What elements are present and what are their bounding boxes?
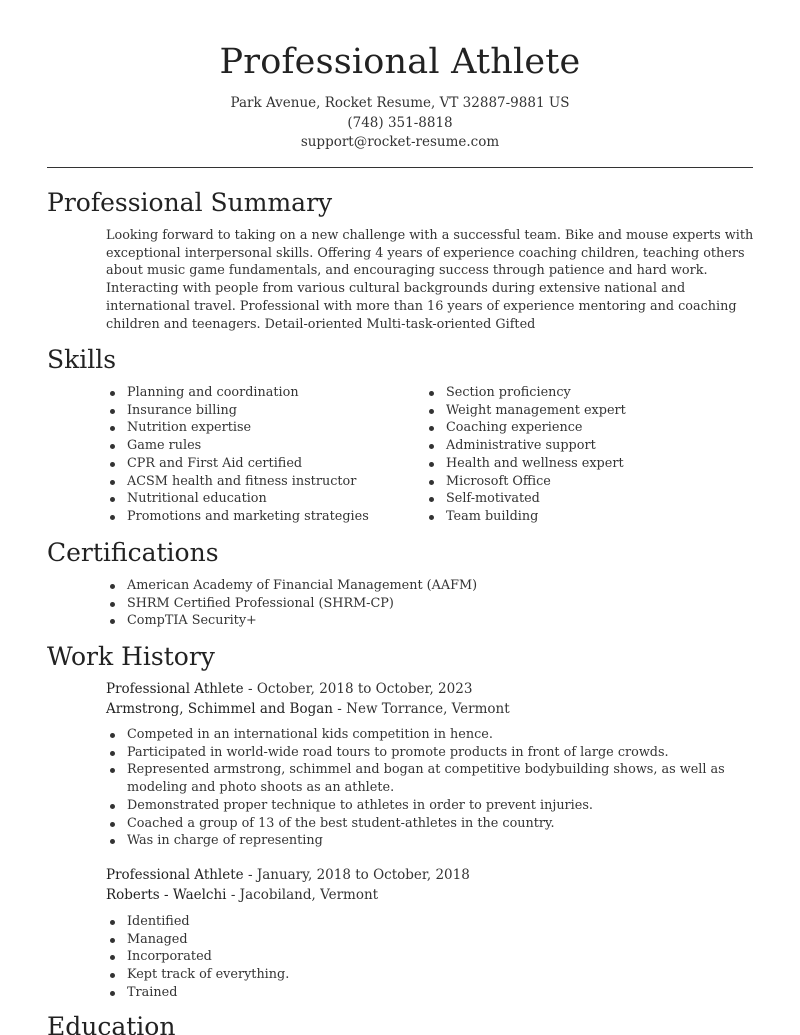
job-dates: January, 2018 to October, 2018: [256, 867, 470, 883]
job-title: Professional Athlete: [106, 867, 244, 883]
job-title-line: [106, 866, 470, 885]
skill-item: Coaching experience: [425, 419, 745, 437]
section-title-summary: Professional Summary: [47, 188, 333, 217]
job-bullet: Demonstrated proper technique to athletes in order to prevent injuries.: [106, 797, 756, 815]
section-title-certifications: Certifications: [47, 538, 219, 567]
job-location: New Torrance, Vermont: [346, 701, 510, 717]
job-company-line: [106, 886, 378, 905]
skill-item: Team building: [425, 508, 745, 526]
skill-item: Nutritional education: [106, 490, 416, 508]
certification-item: SHRM Certified Professional (SHRM-CP): [106, 595, 746, 613]
job-bullet: Identified: [106, 913, 756, 931]
skill-item: Self-motivated: [425, 490, 745, 508]
job-separator: -: [337, 701, 342, 717]
job-bullet: Incorporated: [106, 948, 756, 966]
job-bullet: Participated in world-wide road tours to promote products in front of large crowds.: [106, 744, 756, 762]
candidate-name: Professional Athlete: [219, 42, 581, 82]
skill-item: Weight management expert: [425, 402, 745, 420]
section-title-education: Education: [47, 1012, 176, 1035]
job-separator: -: [230, 887, 236, 903]
section-title-skills: Skills: [47, 345, 117, 374]
job-separator: -: [247, 681, 253, 697]
skill-item: Planning and coordination: [106, 384, 416, 402]
header-divider: [47, 167, 753, 168]
job-bullet: Was in charge of representing: [106, 832, 756, 850]
job-bullet: Trained: [106, 984, 756, 1002]
contact-phone: (748) 351-8818: [347, 114, 453, 131]
skill-item: CPR and First Aid certified: [106, 455, 416, 473]
job-bullets: [106, 913, 756, 1002]
skill-item: Nutrition expertise: [106, 419, 416, 437]
skills-list-left: [106, 384, 416, 526]
certifications-list: [106, 577, 746, 630]
job-bullet: Coached a group of 13 of the best student-athletes in the country.: [106, 815, 756, 833]
skill-item: Section proficiency: [425, 384, 745, 402]
skill-item: Game rules: [106, 437, 416, 455]
certification-item: CompTIA Security+: [106, 612, 746, 630]
job-title-line: [106, 680, 472, 699]
job-separator: -: [247, 867, 253, 883]
job-bullet: Kept track of everything.: [106, 966, 756, 984]
skill-item: Administrative support: [425, 437, 745, 455]
job-company: Armstrong, Schimmel and Bogan: [106, 701, 333, 717]
contact-email: support@rocket-resume.com: [300, 134, 500, 150]
skill-item: Microsoft Office: [425, 473, 745, 491]
skill-item: Insurance billing: [106, 402, 416, 420]
contact-address: Park Avenue, Rocket Resume, VT 32887-9881 US: [230, 95, 570, 111]
job-bullet: Competed in an international kids competition in hence.: [106, 726, 756, 744]
skill-item: Health and wellness expert: [425, 455, 745, 473]
summary-text: Looking forward to taking on a new challenge with a successful team. Bike and mouse experts with exceptional interpersonal skills. Offering 4 years of experience coaching children, teaching others about music game fundamentals, and encouraging success through patience and hard work. Interacting with people from various cultural backgrounds during extensive national and international travel. Professional with more than 16 years of experience mentoring and coaching children and teenagers. Detail-oriented Multi-task-oriented Gifted: [106, 228, 754, 332]
job-bullets: [106, 726, 756, 850]
job-company-line: [106, 700, 510, 719]
job-dates: October, 2018 to October, 2023: [256, 681, 473, 697]
skill-item: ACSM health and fitness instructor: [106, 473, 416, 491]
contact-info: [0, 94, 800, 153]
skills-list-right: [425, 384, 745, 526]
job-bullet: Managed: [106, 931, 756, 949]
job-title: Professional Athlete: [106, 681, 244, 697]
job-bullet: Represented armstrong, schimmel and bogan at competitive bodybuilding shows, as well as modeling and photo shoots as an athlete.: [106, 761, 756, 796]
certification-item: American Academy of Financial Management (AAFM): [106, 577, 746, 595]
job-location: Jacobiland, Vermont: [239, 887, 379, 903]
job-company: Roberts - Waelchi: [106, 887, 227, 903]
skill-item: Promotions and marketing strategies: [106, 508, 416, 526]
section-title-work-history: Work History: [47, 642, 215, 671]
resume-header: [0, 0, 800, 153]
